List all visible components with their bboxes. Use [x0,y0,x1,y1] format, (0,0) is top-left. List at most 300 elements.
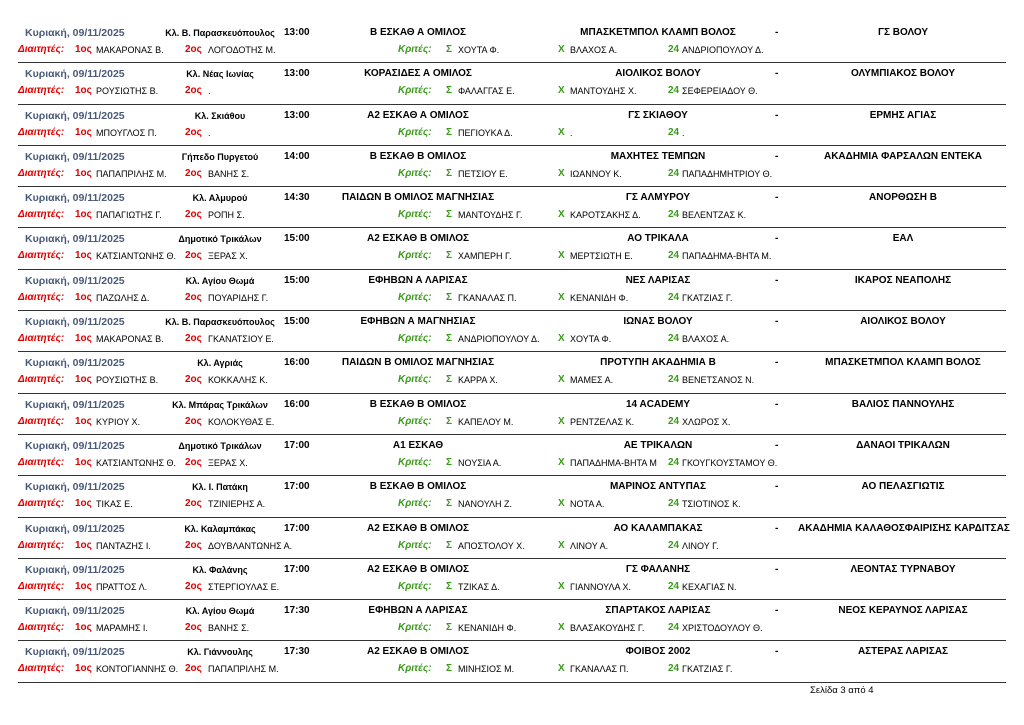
shot-clock-label: 24 [668,622,680,634]
versus-dash: - [775,27,779,38]
game-row [18,63,1006,104]
timer-label: Χ [558,663,565,675]
match-time: 14:00 [284,150,310,162]
scorer: ΚΑΠΕΛΟΥ Μ. [458,416,514,427]
first-referee-label: 1ος [75,209,92,221]
timer: ΝΟΤΑ Α. [570,499,605,510]
game-row [18,22,1006,63]
game-row [18,600,1006,641]
shot-clock-operator: ΓΚΟΥΓΚΟΥΣΤΑΜΟΥ Θ. [682,457,778,468]
scorer: ΜΑΝΤΟΥΔΗΣ Γ. [458,210,523,221]
timer-label: Χ [558,250,565,262]
judges-label: Κριτές: [398,44,432,55]
match-date: Κυριακή, 09/11/2025 [25,439,125,452]
match-date: Κυριακή, 09/11/2025 [25,646,125,659]
shot-clock-label: 24 [668,291,680,303]
venue: Κλ. Μπάρας Τρικάλων [172,399,268,410]
timer-label: Χ [558,456,565,468]
match-time: 17:00 [284,563,310,575]
home-team: 14 ACADEMY [625,398,691,410]
timer-label: Χ [558,622,565,634]
first-referee-label: 1ος [75,663,92,675]
timer-label: Χ [558,374,565,386]
referees-label: Διαιτητές: [18,539,65,551]
competition: Α2 ΕΣΚΑΘ Β ΟΜΙΛΟΣ [366,233,470,245]
timer: ΓΚΑΝΑΛΑΣ Π. [570,664,629,675]
game-row [18,105,1006,146]
match-date: Κυριακή, 09/11/2025 [25,109,125,122]
match-time: 15:00 [284,316,310,328]
game-row [18,518,1010,559]
away-team: ΛΕΟΝΤΑΣ ΤΥΡΝΑΒΟΥ [850,563,956,575]
judges-label: Κριτές: [398,539,432,551]
shot-clock-operator: ΠΑΠΑΔΗΜΗΤΡΙΟΥ Θ. [682,168,773,179]
timer-label: Χ [558,291,565,303]
referees-label: Διαιτητές: [18,333,65,345]
second-referee: ΡΟΠΗ Σ. [208,210,245,221]
second-referee-label: 2ος [185,85,202,97]
timer: . [570,127,573,138]
competition: ΚΟΡΑΣΙΔΕΣ Α ΟΜΙΛΟΣ [364,68,472,80]
game-row [18,559,1006,600]
shot-clock-operator: ΛΙΝΟΥ Γ. [682,540,719,551]
scorer-label: Σ [446,85,453,97]
timer: ΜΑΝΤΟΥΔΗΣ Χ. [570,86,637,97]
second-referee-label: 2ος [185,415,202,427]
scorer: ΠΕΓΙΟΥΚΑ Δ. [458,127,513,138]
first-referee-label: 1ος [75,580,92,592]
first-referee-label: 1ος [75,498,92,510]
timer-label: Χ [558,415,565,427]
scorer: ΑΝΔΡΙΟΠΟΥΛΟΥ Δ. [458,334,540,345]
competition: Α1 ΕΣΚΑΘ [392,439,444,451]
referees-label: Διαιτητές: [18,498,65,510]
match-time: 17:00 [284,481,310,493]
match-date: Κυριακή, 09/11/2025 [25,316,125,329]
first-referee: ΠΑΠΑΠΡΙΛΗΣ Μ. [96,168,167,179]
competition: ΕΦΗΒΩΝ Α ΛΑΡΙΣΑΣ [368,605,468,617]
home-team: ΝΕΣ ΛΑΡΙΣΑΣ [625,274,691,286]
first-referee-label: 1ος [75,415,92,427]
second-referee-label: 2ος [185,333,202,345]
scorer-label: Σ [446,44,453,55]
versus-dash: - [775,68,779,80]
referees-label: Διαιτητές: [18,622,65,634]
versus-dash: - [775,605,779,617]
shot-clock-label: 24 [668,374,680,386]
versus-dash: - [775,233,779,245]
scorer-label: Σ [446,539,453,551]
versus-dash: - [775,316,779,328]
away-team: ΕΑΛ [892,233,914,245]
first-referee: ΜΑΚΑΡΟΝΑΣ Β. [96,334,164,345]
second-referee-label: 2ος [185,167,202,179]
first-referee-label: 1ος [75,374,92,386]
first-referee: ΚΑΤΣΙΑΝΤΩΝΗΣ Θ. [96,457,177,468]
scorer: ΚΑΡΡΑ Χ. [458,375,498,386]
judges-label: Κριτές: [398,498,432,510]
scorer-label: Σ [446,663,453,675]
second-referee: ΓΚΑΝΑΤΣΙΟΥ Ε. [208,334,274,345]
match-time: 13:00 [284,109,310,121]
away-team: ΑΣΤΕΡΑΣ ΛΑΡΙΣΑΣ [857,646,949,658]
competition: Β ΕΣΚΑΘ Α ΟΜΙΛΟΣ [369,27,467,38]
first-referee: ΡΟΥΣΙΩΤΗΣ Β. [96,86,159,97]
away-team: ΜΠΑΣΚΕΤΜΠΟΛ ΚΛΑΜΠ ΒΟΛΟΣ [825,357,981,369]
referees-label: Διαιτητές: [18,250,65,262]
home-team: ΑΕ ΤΡΙΚΑΛΩΝ [623,439,693,451]
scorer-label: Σ [446,126,453,138]
shot-clock-operator: ΧΛΩΡΟΣ Χ. [682,416,731,427]
match-time: 16:00 [284,357,310,369]
scorer: ΚΕΝΑΝΙΔΗ Φ. [458,623,517,634]
away-team: ΙΚΑΡΟΣ ΝΕΑΠΟΛΗΣ [854,274,952,286]
judges-label: Κριτές: [398,126,432,138]
scorer: ΧΑΜΠΕΡΗ Γ. [458,251,512,262]
versus-dash: - [775,522,779,534]
match-date: Κυριακή, 09/11/2025 [25,605,125,618]
game-row [18,187,1006,228]
first-referee: ΠΡΑΤΤΟΣ Λ. [96,581,148,592]
versus-dash: - [775,481,779,493]
timer: ΚΕΝΑΝΙΔΗ Φ. [570,292,629,303]
shot-clock-operator: ΠΑΠΑΔΗΜΑ-ΒΗΤΑ Μ. [682,251,772,262]
shot-clock-operator: ΒΛΑΧΟΣ Α. [682,334,730,345]
first-referee: ΜΑΚΑΡΟΝΑΣ Β. [96,45,164,55]
versus-dash: - [775,109,779,121]
first-referee-label: 1ος [75,456,92,468]
timer-label: Χ [558,209,565,221]
away-team: ΑΟ ΠΕΛΑΣΓΙΩΤΙΣ [861,481,945,493]
second-referee: ΔΟΥΒΛΑΝΤΩΝΗΣ Α. [208,540,293,551]
second-referee: . [208,86,211,97]
scorer: ΝΟΥΣΙΑ Α. [458,457,502,468]
timer: ΚΑΡΟΤΣΑΚΗΣ Δ. [570,210,641,221]
venue: Κλ. Αλμυρού [192,193,248,204]
away-team: ΑΚΑΔΗΜΙΑ ΦΑΡΣΑΛΩΝ ΕΝΤΕΚΑ [823,150,983,162]
home-team: ΜΑΡΙΝΟΣ ΑΝΤΥΠΑΣ [609,481,707,493]
scorer-label: Σ [446,167,453,179]
judges-label: Κριτές: [398,663,432,675]
shot-clock-label: 24 [668,580,680,592]
scorer: ΦΑΛΑΓΓΑΣ Ε. [458,86,515,97]
second-referee-label: 2ος [185,539,202,551]
home-team: ΓΣ ΑΛΜΥΡΟΥ [625,192,691,204]
first-referee: ΚΥΡΙΟΥ Χ. [96,416,141,427]
venue: Κλ. Β. Παρασκευόπουλος [165,317,275,328]
venue: Δημοτικό Τρικάλων [178,234,262,245]
timer: ΒΛΑΧΟΣ Α. [570,45,618,55]
timer-label: Χ [558,539,565,551]
venue: Κλ. Καλαμπάκας [184,523,256,534]
shot-clock-operator: ΒΕΝΕΤΣΑΝΟΣ Ν. [682,375,755,386]
first-referee: ΜΑΡΑΜΗΣ Ι. [96,623,148,634]
second-referee: . [208,127,211,138]
competition: Β ΕΣΚΑΘ Β ΟΜΙΛΟΣ [369,481,467,493]
first-referee: ΠΑΝΤΑΖΗΣ Ι. [96,540,151,551]
second-referee: ΠΟΥΑΡΙΔΗΣ Γ. [208,292,269,303]
shot-clock-label: 24 [668,44,680,55]
first-referee-label: 1ος [75,333,92,345]
home-team: ΜΠΑΣΚΕΤΜΠΟΛ ΚΛΑΜΠ ΒΟΛΟΣ [580,27,736,38]
shot-clock-operator: ΧΡΙΣΤΟΔΟΥΛΟΥ Θ. [682,623,763,634]
judges-label: Κριτές: [398,415,432,427]
shot-clock-label: 24 [668,126,680,138]
away-team: ΑΙΟΛΙΚΟΣ ΒΟΛΟΥ [860,316,946,328]
scorer-label: Σ [446,456,453,468]
second-referee-label: 2ος [185,456,202,468]
second-referee: ΒΑΝΗΣ Σ. [208,168,250,179]
timer-label: Χ [558,85,565,97]
timer: ΜΑΜΕΣ Α. [570,375,614,386]
scorer-label: Σ [446,250,453,262]
scorer: ΓΚΑΝΑΛΑΣ Π. [458,292,517,303]
match-date: Κυριακή, 09/11/2025 [25,192,125,205]
games-table [18,22,1010,683]
away-team: ΑΝΟΡΘΩΣΗ Β [869,192,937,204]
venue: Κλ. Σκιάθου [194,110,246,121]
game-row [18,435,1006,476]
home-team: ΣΠΑΡΤΑΚΟΣ ΛΑΡΙΣΑΣ [605,605,711,617]
timer: ΙΩΑΝΝΟΥ Κ. [570,168,622,179]
away-team: ΟΛΥΜΠΙΑΚΟΣ ΒΟΛΟΥ [850,68,956,80]
scorer-label: Σ [446,374,453,386]
competition: Β ΕΣΚΑΘ Β ΟΜΙΛΟΣ [369,398,467,410]
shot-clock-operator: ΚΕΧΑΓΙΑΣ Ν. [682,581,737,592]
competition: Α2 ΕΣΚΑΘ Α ΟΜΙΛΟΣ [367,109,469,121]
timer: ΜΕΡΤΣΙΩΤΗ Ε. [570,251,633,262]
away-team: ΕΡΜΗΣ ΑΓΙΑΣ [869,109,937,121]
match-date: Κυριακή, 09/11/2025 [25,68,125,81]
first-referee-label: 1ος [75,539,92,551]
first-referee-label: 1ος [75,622,92,634]
home-team: ΑΙΟΛΙΚΟΣ ΒΟΛΟΥ [615,68,701,80]
match-date: Κυριακή, 09/11/2025 [25,27,125,39]
away-team: ΝΕΟΣ ΚΕΡΑΥΝΟΣ ΛΑΡΙΣΑΣ [838,605,968,617]
versus-dash: - [775,439,779,451]
judges-label: Κριτές: [398,622,432,634]
match-time: 13:00 [284,27,310,38]
match-date: Κυριακή, 09/11/2025 [25,274,125,287]
referees-label: Διαιτητές: [18,291,65,303]
scorer-label: Σ [446,622,453,634]
shot-clock-label: 24 [668,663,680,675]
second-referee-label: 2ος [185,663,202,675]
second-referee: ΣΤΕΡΓΙΟΥΛΑΣ Ε. [208,581,280,592]
match-time: 16:00 [284,398,310,410]
first-referee: ΠΑΠΑΓΙΩΤΗΣ Γ. [96,210,162,221]
judges-label: Κριτές: [398,374,432,386]
timer-label: Χ [558,333,565,345]
game-row [18,270,1006,311]
judges-label: Κριτές: [398,580,432,592]
home-team: ΙΩΝΑΣ ΒΟΛΟΥ [623,316,693,328]
scorer: ΝΑΝΟΥΛΗ Ζ. [458,499,513,510]
match-date: Κυριακή, 09/11/2025 [25,481,125,494]
competition: Β ΕΣΚΑΘ Β ΟΜΙΛΟΣ [369,150,467,162]
shot-clock-label: 24 [668,167,680,179]
second-referee-label: 2ος [185,580,202,592]
versus-dash: - [775,398,779,410]
game-row [18,394,1006,435]
home-team: ΜΑΧΗΤΕΣ ΤΕΜΠΩΝ [610,150,706,162]
scorer: ΑΠΟΣΤΟΛΟΥ Χ. [458,540,525,551]
game-row [18,352,1006,393]
match-time: 17:30 [284,605,310,617]
first-referee: ΜΠΟΥΓΛΟΣ Π. [96,127,157,138]
match-time: 15:00 [284,233,310,245]
game-row [18,476,1006,517]
shot-clock-label: 24 [668,539,680,551]
competition: ΕΦΗΒΩΝ Α ΛΑΡΙΣΑΣ [368,274,468,286]
shot-clock-label: 24 [668,456,680,468]
match-date: Κυριακή, 09/11/2025 [25,563,125,576]
shot-clock-operator: ΓΚΑΤΖΙΑΣ Γ. [682,664,733,675]
versus-dash: - [775,357,779,369]
match-time: 17:00 [284,522,310,534]
home-team: ΦΟΙΒΟΣ 2002 [625,646,691,658]
shot-clock-label: 24 [668,498,680,510]
shot-clock-operator: . [682,127,685,138]
scorer: ΠΕΤΣΙΟΥ Ε. [458,168,508,179]
competition: Α2 ΕΣΚΑΘ Β ΟΜΙΛΟΣ [366,522,470,534]
first-referee: ΠΑΖΩΛΗΣ Δ. [96,292,150,303]
second-referee-label: 2ος [185,209,202,221]
first-referee: ΤΙΚΑΣ Ε. [96,499,133,510]
page-number: Σελίδα 3 από 4 [810,685,874,696]
venue: Κλ. Φαλάνης [192,564,248,575]
first-referee-label: 1ος [75,44,92,55]
versus-dash: - [775,274,779,286]
venue: Κλ. Ι. Πατάκη [192,482,248,493]
first-referee-label: 1ος [75,250,92,262]
first-referee: ΚΑΤΣΙΑΝΤΩΝΗΣ Θ. [96,251,177,262]
second-referee-label: 2ος [185,250,202,262]
timer: ΧΟΥΤΑ Φ. [570,334,612,345]
first-referee: ΡΟΥΣΙΩΤΗΣ Β. [96,375,159,386]
away-team: ΔΑΝΑΟΙ ΤΡΙΚΑΛΩΝ [856,439,950,451]
timer-label: Χ [558,44,565,55]
first-referee: ΚΟΝΤΟΓΙΑΝΝΗΣ Θ. [96,664,179,675]
match-date: Κυριακή, 09/11/2025 [25,522,125,535]
game-row [18,311,1006,352]
versus-dash: - [775,150,779,162]
shot-clock-label: 24 [668,209,680,221]
first-referee-label: 1ος [75,85,92,97]
timer: ΠΑΠΑΔΗΜΑ-ΒΗΤΑ Μ [570,457,657,468]
home-team: ΑΟ ΤΡΙΚΑΛΑ [627,233,689,245]
match-date: Κυριακή, 09/11/2025 [25,233,125,246]
shot-clock-operator: ΤΣΙΟΤΙΝΟΣ Κ. [682,499,741,510]
judges-label: Κριτές: [398,209,432,221]
second-referee: ΠΑΠΑΠΡΙΛΗΣ Μ. [208,664,279,675]
away-team: ΒΑΛΙΟΣ ΠΑΝΝΟΥΛΗΣ [851,398,955,410]
competition: ΕΦΗΒΩΝ Α ΜΑΓΝΗΣΙΑΣ [360,316,476,328]
referees-label: Διαιτητές: [18,580,65,592]
second-referee: ΛΟΓΟΔΟΤΗΣ Μ. [208,45,276,55]
referees-label: Διαιτητές: [18,167,65,179]
competition: ΠΑΙΔΩΝ Β ΟΜΙΛΟΣ ΜΑΓΝΗΣΙΑΣ [341,192,495,204]
second-referee: ΚΟΛΟΚΥΘΑΣ Ε. [208,416,275,427]
second-referee-label: 2ος [185,374,202,386]
versus-dash: - [775,563,779,575]
shot-clock-operator: ΓΚΑΤΖΙΑΣ Γ. [682,292,733,303]
venue: Δημοτικό Τρικάλων [178,440,262,451]
timer: ΒΛΑΣΑΚΟΥΔΗΣ Γ. [570,623,645,634]
first-referee-label: 1ος [75,167,92,179]
scorer-label: Σ [446,415,453,427]
shot-clock-operator: ΒΕΛΕΝΤΖΑΣ Κ. [682,210,747,221]
first-referee-label: 1ος [75,126,92,138]
referees-label: Διαιτητές: [18,415,65,427]
competition: Α2 ΕΣΚΑΘ Β ΟΜΙΛΟΣ [366,646,470,658]
judges-label: Κριτές: [398,291,432,303]
shot-clock-label: 24 [668,415,680,427]
shot-clock-operator: ΑΝΔΡΙΟΠΟΥΛΟΥ Δ. [682,45,764,55]
second-referee-label: 2ος [185,44,202,55]
game-row [18,146,1006,187]
timer-label: Χ [558,126,565,138]
scorer-label: Σ [446,209,453,221]
referees-label: Διαιτητές: [18,456,65,468]
shot-clock-label: 24 [668,333,680,345]
second-referee-label: 2ος [185,126,202,138]
scorer: ΜΙΝΗΣΙΟΣ Μ. [458,664,515,675]
scorer: ΤΖΙΚΑΣ Δ. [458,581,500,592]
timer: ΡΕΝΤΖΕΛΑΣ Κ. [570,416,635,427]
home-team: ΓΣ ΦΑΛΑΝΗΣ [625,563,691,575]
competition: Α2 ΕΣΚΑΘ Β ΟΜΙΛΟΣ [366,563,470,575]
referees-label: Διαιτητές: [18,374,65,386]
game-row [18,641,1006,682]
shot-clock-label: 24 [668,85,680,97]
versus-dash: - [775,192,779,204]
scorer-label: Σ [446,291,453,303]
timer: ΓΙΑΝΝΟΥΛΑ Χ. [570,581,632,592]
judges-label: Κριτές: [398,333,432,345]
game-row [18,228,1006,269]
venue: Κλ. Γιάννουλης [187,647,253,658]
second-referee: ΞΕΡΑΣ Χ. [208,457,248,468]
second-referee-label: 2ος [185,498,202,510]
match-time: 15:00 [284,274,310,286]
venue: Κλ. Νέας Ιωνίας [186,69,254,80]
match-time: 17:30 [284,646,310,658]
second-referee-label: 2ος [185,622,202,634]
venue: Γήπεδο Πυργετού [181,151,259,162]
judges-label: Κριτές: [398,250,432,262]
match-date: Κυριακή, 09/11/2025 [25,150,125,163]
away-team: ΓΣ ΒΟΛΟΥ [877,27,929,38]
venue: Κλ. Β. Παρασκευόπουλος [165,28,275,38]
timer: ΛΙΝΟΥ Α. [570,540,609,551]
referees-label: Διαιτητές: [18,209,65,221]
scorer-label: Σ [446,498,453,510]
shot-clock-operator: ΣΕΦΕΡΕΙΑΔΟΥ Θ. [682,86,758,97]
judges-label: Κριτές: [398,167,432,179]
timer-label: Χ [558,498,565,510]
judges-label: Κριτές: [398,85,432,97]
scorer-label: Σ [446,333,453,345]
judges-label: Κριτές: [398,456,432,468]
venue: Κλ. Αγίου Θωμά [185,606,255,617]
scorer-label: Σ [446,580,453,592]
versus-dash: - [775,646,779,658]
home-team: ΠΡΟΤΥΠΗ ΑΚΑΔΗΜΙΑ Β [600,357,716,369]
match-date: Κυριακή, 09/11/2025 [25,357,125,370]
shot-clock-label: 24 [668,250,680,262]
referees-label: Διαιτητές: [18,126,65,138]
